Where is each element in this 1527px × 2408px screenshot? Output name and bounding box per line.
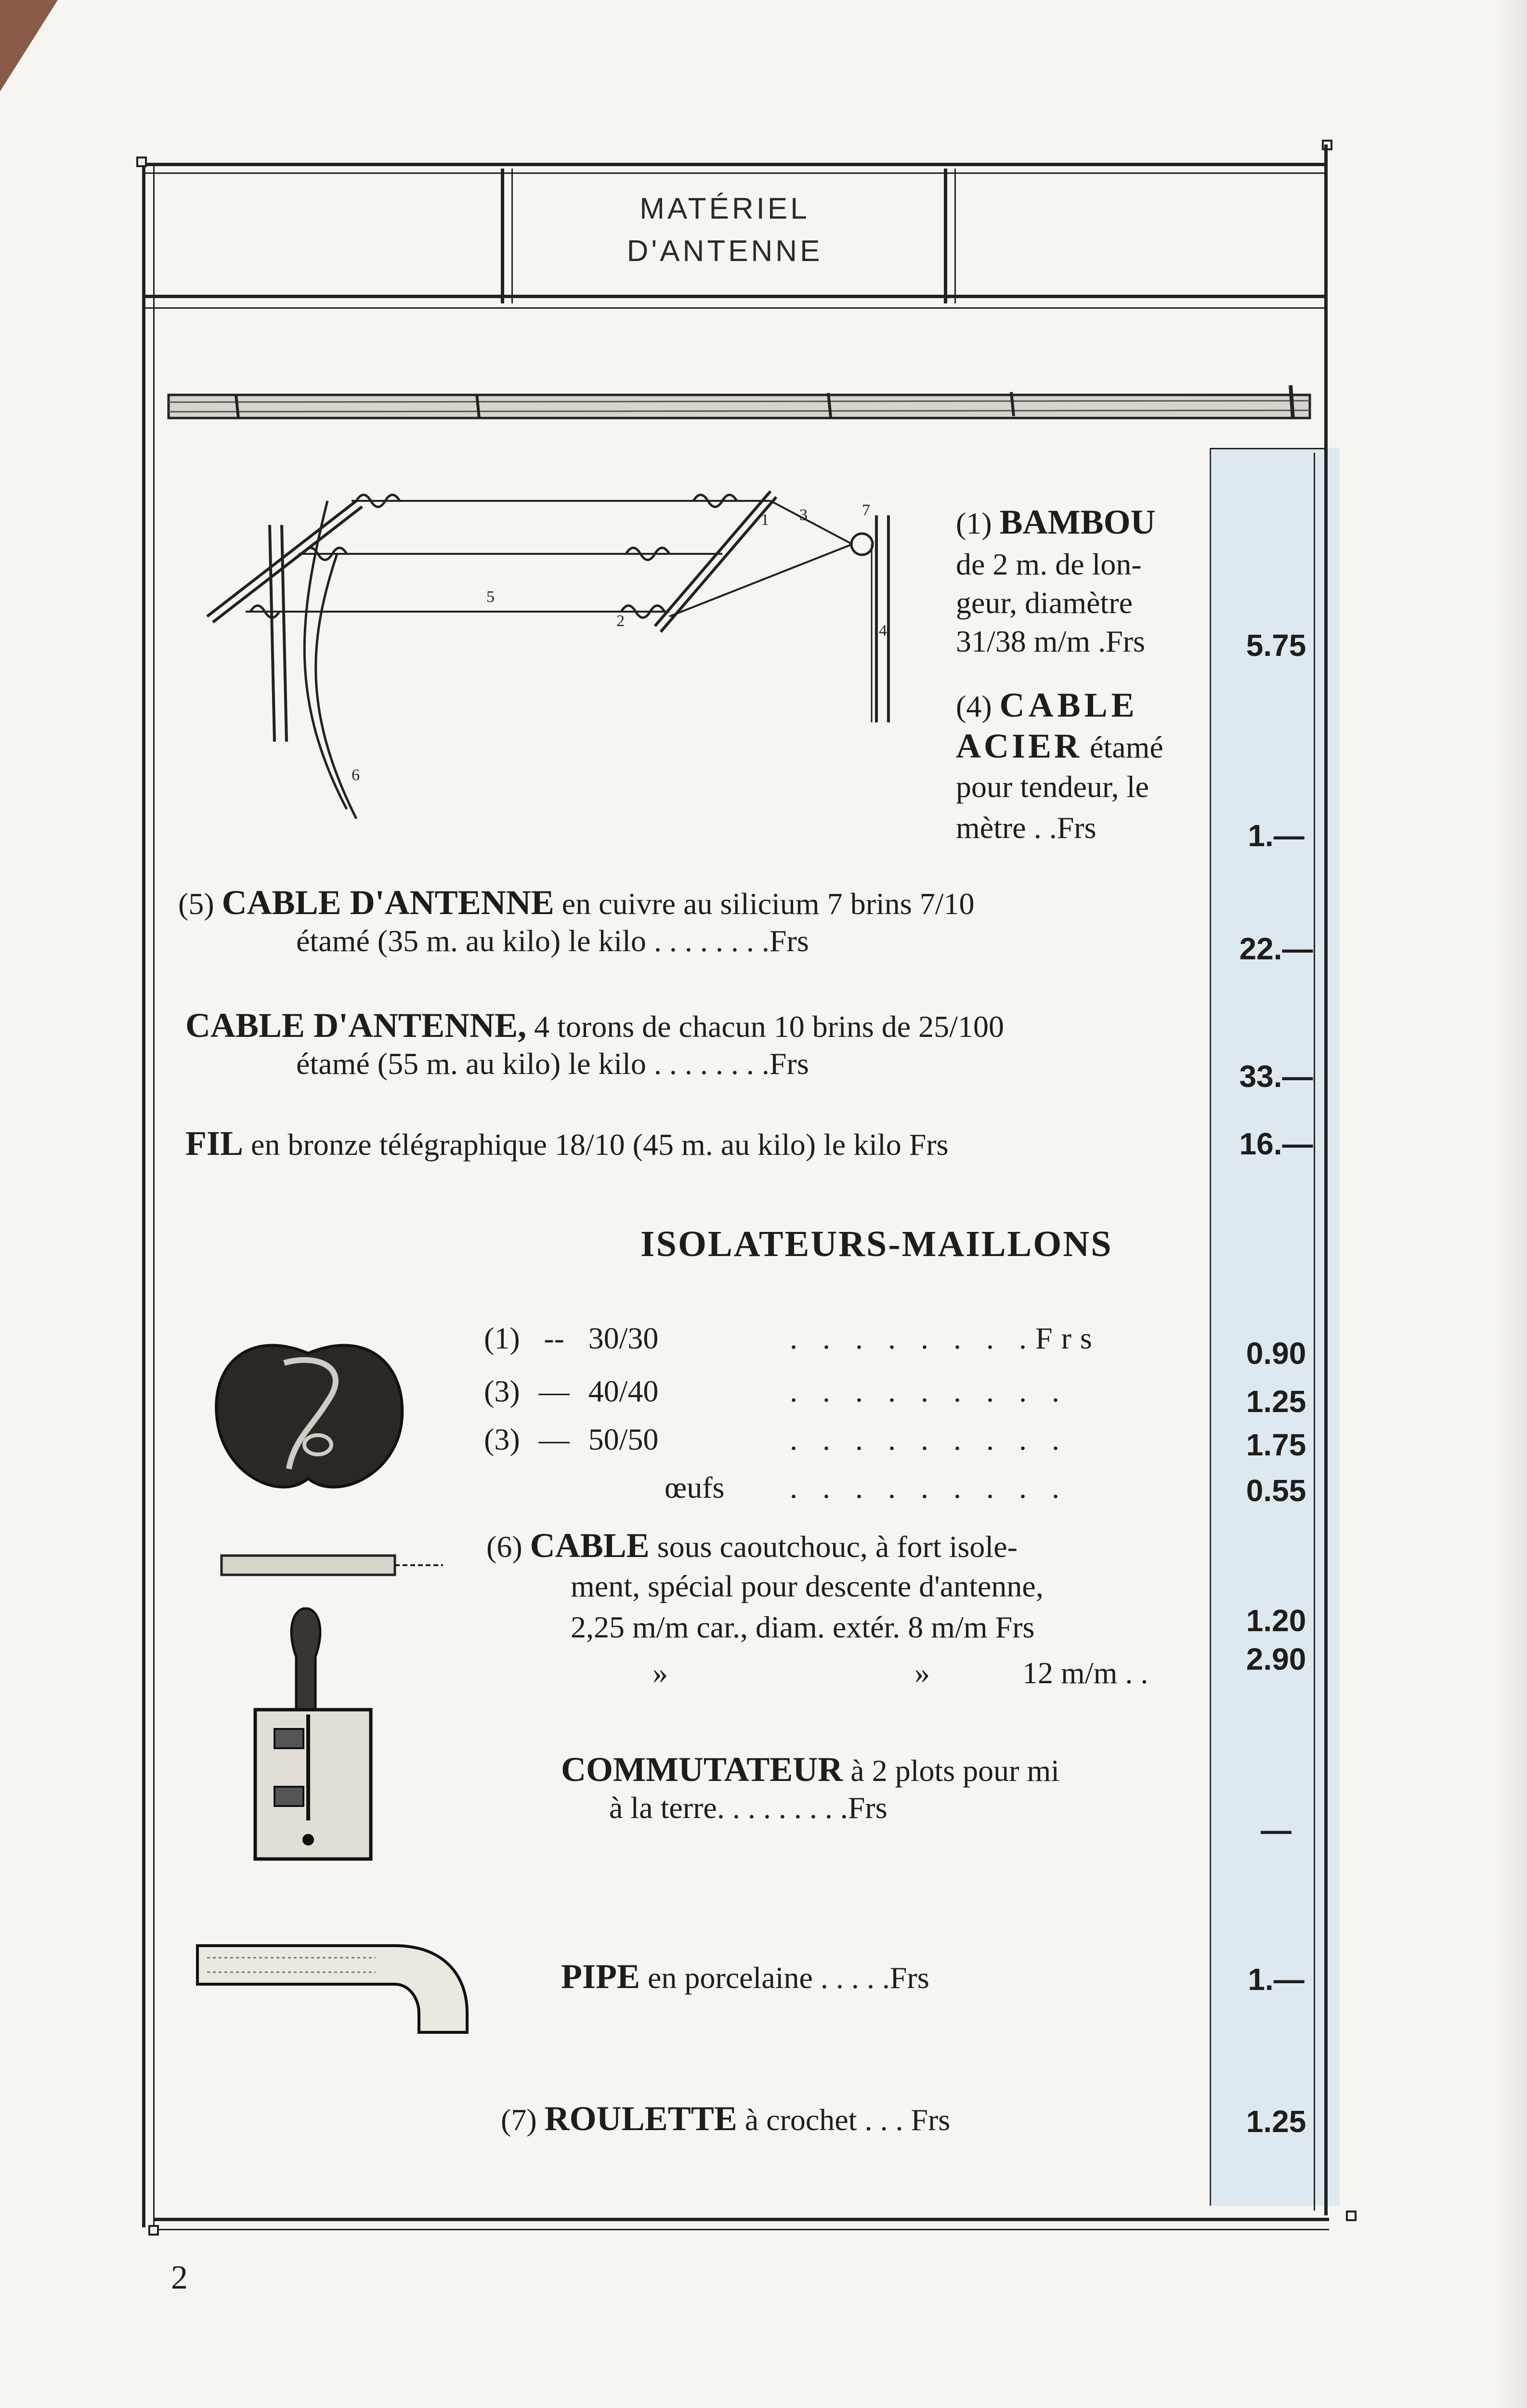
isolateur-3-price: 1.75 — [1246, 1427, 1306, 1462]
header-divider-right-outer — [944, 169, 947, 303]
price-column-divider — [1210, 448, 1211, 2206]
diagram-label-7: 7 — [862, 501, 870, 519]
cable6-size-12: 12 m/m . . — [1022, 1656, 1149, 1690]
cable-acier-line-1 — [956, 725, 1163, 769]
item-pipe — [561, 1955, 929, 1999]
cable-acier-num: (4) — [956, 689, 992, 723]
rubber-cable-illustration — [217, 1548, 448, 1582]
header-bottom-outer — [142, 295, 1327, 298]
cable6-name: CABLE — [530, 1526, 650, 1565]
insulator-illustration — [207, 1334, 409, 1507]
isolateur-1-num: (1) — [484, 1321, 520, 1355]
cable6-line-2: ment, spécial pour descente d'antenne, — [571, 1569, 1044, 1603]
porcelain-pipe-illustration — [193, 1931, 482, 2042]
isolateur-1-dots: . . . . . . . .Frs — [790, 1321, 1101, 1355]
isolateur-2-size: 40/40 — [588, 1374, 659, 1408]
isolateur-3-num: (3) — [484, 1422, 520, 1456]
diagram-label-6: 6 — [352, 766, 360, 784]
cable-antenne-4t-line-1: 4 torons de chacun 10 brins de 25/100 — [534, 1009, 1004, 1044]
cable6-price-2: 2.90 — [1246, 1642, 1306, 1676]
pipe-line-1: en porcelaine . . . . .Frs — [648, 1961, 929, 1995]
header-divider-right-inner — [954, 169, 956, 303]
item-bambou-title — [956, 501, 1156, 545]
diagram-label-5: 5 — [486, 588, 495, 606]
bamboo-pole-illustration — [164, 376, 1319, 438]
isolateur-2-price: 1.25 — [1246, 1384, 1306, 1419]
price-column-top — [1210, 448, 1325, 449]
roulette-num: (7) — [501, 2103, 537, 2137]
isolateur-4-size: œufs — [665, 1470, 725, 1505]
isolateur-4-dots: . . . . . . . . . — [790, 1470, 1068, 1505]
frame-left-inner — [153, 166, 155, 2227]
cable6-line-3: 2,25 m/m car., diam. extér. 8 m/m Frs — [571, 1610, 1035, 1644]
bambou-name: BAMBOU — [999, 503, 1156, 541]
item-roulette — [501, 2097, 950, 2141]
isolateur-3-dash: — — [538, 1422, 570, 1456]
cable6-ditto-1: » — [653, 1656, 668, 1690]
commutateur-line-1: à 2 plots pour mi — [850, 1754, 1060, 1788]
cable-acier-name1: CABLE — [999, 686, 1138, 724]
diagram-label-1: 1 — [761, 511, 769, 529]
fil-line-1: en bronze télégraphique 18/10 (45 m. au kilo) le kilo Frs — [251, 1127, 949, 1162]
frame-top-outer — [142, 163, 1327, 166]
frame-corner-br — [1346, 2211, 1357, 2221]
isolateurs-section-title: ISOLATEURS-MAILLONS — [640, 1224, 1113, 1264]
paper-corner — [0, 0, 58, 92]
pipe-price: 1.— — [1248, 1962, 1305, 1997]
cable6-ditto-2: » — [914, 1656, 930, 1690]
isolateur-1-dash: -- — [544, 1321, 564, 1355]
cable-acier-price: 1.— — [1248, 818, 1305, 853]
isolateur-1-price: 0.90 — [1246, 1336, 1306, 1371]
cable6-num: (6) — [486, 1530, 522, 1564]
frame-right-inner — [1314, 453, 1315, 2211]
header-bottom-inner — [142, 307, 1327, 309]
roulette-name: ROULETTE — [544, 2099, 737, 2138]
isolateur-row-3 — [484, 1418, 658, 1461]
isolateur-1-size: 30/30 — [588, 1321, 659, 1355]
title-line-2: D'ANTENNE — [626, 235, 823, 268]
item-cable6-title — [486, 1524, 1018, 1568]
cable6-line-1: sous caoutchouc, à fort isole- — [657, 1530, 1018, 1564]
roulette-line-1: à crochet . . . Frs — [744, 2103, 951, 2137]
commutateur-price: — — [1261, 1813, 1292, 1847]
paper-shadow — [1493, 0, 1527, 2408]
page-number: 2 — [171, 2259, 188, 2296]
price-column-band — [1210, 448, 1340, 2206]
item-cable-antenne-5-title — [178, 881, 974, 925]
bambou-num: (1) — [956, 506, 992, 540]
frame-left-outer — [142, 166, 145, 2227]
cable6-price-1: 1.20 — [1246, 1603, 1306, 1638]
cable-acier-desc1: étamé — [1090, 730, 1163, 764]
bambou-price: 5.75 — [1246, 628, 1306, 663]
isolateur-row-1 — [484, 1317, 658, 1360]
item-commutateur-title — [561, 1748, 1059, 1792]
title-line-1: MATÉRIEL — [640, 192, 810, 225]
frame-bottom-inner — [154, 2229, 1329, 2230]
cable-antenne-5-line-2: étamé (35 m. au kilo) le kilo . . . . . . . .Frs — [296, 924, 809, 958]
isolateur-row-4 — [665, 1466, 724, 1509]
isolateur-3-dots: . . . . . . . . . — [790, 1422, 1068, 1456]
cable-antenne-4t-price: 33.— — [1239, 1059, 1313, 1094]
frame-top-inner — [142, 172, 1327, 174]
cable6-line-4 — [653, 1652, 1148, 1694]
isolateur-4-price: 0.55 — [1246, 1473, 1306, 1508]
item-cable-antenne-4t-title — [185, 1004, 1004, 1048]
cable-antenne-5-price: 22.— — [1239, 931, 1313, 966]
isolateur-row-2 — [484, 1370, 658, 1413]
cable-acier-name2: ACIER — [956, 727, 1083, 765]
fil-price: 16.— — [1239, 1126, 1313, 1161]
frame-corner-bl — [148, 2225, 159, 2236]
cable-antenne-5-num: (5) — [178, 887, 214, 921]
item-cable-acier-title — [956, 684, 1138, 728]
cable-antenne-4t-line-2: étamé (55 m. au kilo) le kilo . . . . . . . .Frs — [296, 1047, 809, 1081]
bambou-line-1: de 2 m. de lon- — [956, 547, 1142, 581]
item-fil — [185, 1122, 949, 1166]
cable-acier-line-3: mètre . .Frs — [956, 811, 1096, 845]
isolateur-3-size: 50/50 — [588, 1422, 659, 1456]
fil-name: FIL — [185, 1124, 244, 1163]
frame-corner-tl — [136, 157, 147, 167]
pipe-name: PIPE — [561, 1957, 640, 1996]
isolateur-2-dash: — — [538, 1374, 570, 1408]
bambou-line-3: 31/38 m/m .Frs — [956, 624, 1145, 658]
diagram-label-3: 3 — [799, 506, 808, 524]
frame-right-outer — [1324, 144, 1328, 2215]
antenna-assembly-diagram — [193, 472, 953, 857]
roulette-price: 1.25 — [1246, 2104, 1306, 2139]
cable-antenne-5-line-1: en cuivre au silicium 7 brins 7/10 — [561, 887, 975, 921]
diagram-label-2: 2 — [616, 612, 625, 630]
switch-illustration — [241, 1599, 385, 1869]
frame-bottom-outer — [154, 2218, 1329, 2221]
isolateur-2-num: (3) — [484, 1374, 520, 1408]
commutateur-line-2: à la terre. . . . . . . . .Frs — [609, 1791, 887, 1825]
cable-antenne-5-name: CABLE D'ANTENNE — [222, 883, 554, 922]
cable-acier-line-2: pour tendeur, le — [956, 770, 1149, 804]
bambou-line-2: geur, diamètre — [956, 586, 1133, 620]
commutateur-name: COMMUTATEUR — [561, 1750, 843, 1789]
isolateur-2-dots: . . . . . . . . . — [790, 1374, 1068, 1408]
diagram-label-4: 4 — [879, 622, 887, 640]
header-divider-left-outer — [501, 169, 504, 303]
cable-antenne-4t-name: CABLE D'ANTENNE, — [185, 1006, 527, 1045]
page-title — [508, 188, 941, 273]
